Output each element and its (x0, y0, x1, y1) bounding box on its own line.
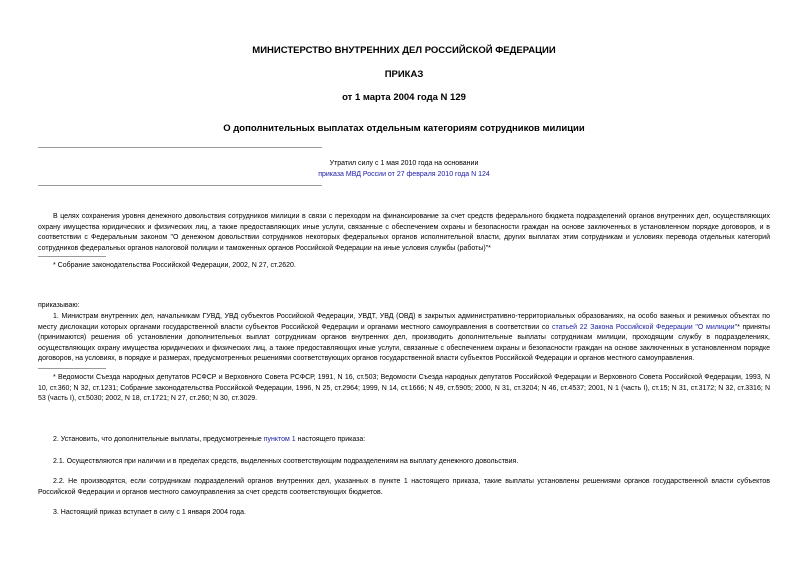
document-title: О дополнительных выплатах отдельным категориям сотрудников милиции (223, 123, 585, 134)
item-3-paragraph: 3. Настоящий приказ вступает в силу с 1 января 2004 года. (53, 509, 246, 516)
status-note: Утратил силу с 1 мая 2010 года на основании (329, 160, 479, 167)
preamble-paragraph: В целях сохранения уровня денежного довольствия сотрудников милиции в связи с переходом на финансирование за счет средств федерального бюджета подразделений органов внутренних дел, осуществляющих охрану имущества юридических и физических лиц, а также предоставляющих иные услуги, связанные с обеспечением охраны и безопасности граждан на основе заключенных в установленном порядке договоров, и в соответствии с Федеральным законом "О денежном довольствии сотрудников некоторых федеральных органов исполнительной власти, других выплатах этим сотрудникам и условиях перевода отдельных категорий сотрудников федеральных органов налоговой полиции и таможенных органов Российской Федерации на иные условия службы (работы)"* (38, 213, 770, 252)
item-2-text-after: настоящего приказа: (295, 436, 366, 443)
ministry-heading: МИНИСТЕРСТВО ВНУТРЕННИХ ДЕЛ РОССИЙСКОЙ ФЕДЕРАЦИИ (252, 45, 556, 56)
order-word: приказываю: (38, 302, 80, 309)
item-2-point-link[interactable]: пунктом 1 (263, 436, 296, 443)
status-rule-bottom (38, 185, 322, 186)
footnote-1: * Собрание законодательства Российской Федерации, 2002, N 27, ст.2620. (53, 262, 296, 269)
item-1-text-before: 1. Министрам внутренних дел, начальникам ГУВД, УВД субъектов Российской Федерации, УВДТ, УВД (ОВД) в закрытых административно-территориальных образованиях, на особо важных и режимных объектах по месту дислокации которых органами государственной власти субъектов Российской Федерации и органами местного самоуправления в соответствии со (38, 313, 770, 331)
footnote-rule-1 (38, 256, 106, 257)
item-2-paragraph (38, 435, 770, 446)
item-2-text-before: 2. Установить, что дополнительные выплаты, предусмотренные (53, 436, 264, 443)
item-1-paragraph (38, 312, 770, 365)
footnote-2: * Ведомости Съезда народных депутатов РСФСР и Верховного Совета РСФСР, 1991, N 16, ст.503; Ведомости Съезда народных депутатов Российской Федерации и Верховного Совета Российской Федерации, 1993, N 10, ст.360; N 32, ст.1231; Собрание законодательства Российской Федерации, 1996, N 25, ст.2964; 1999, N 14, ст.1666; N 49, ст.5905; 2000, N 31, ст.3204; N 46, ст.4537; 2001, N 1 (часть I), ст.15; N 31, ст.3172; N 32, ст.3316; N 53 (часть I), ст.5030; 2002, N 18, ст.1721; N 27, ст.260; N 30, ст.3029. (38, 374, 770, 402)
item-1-law-link[interactable]: статьей 22 Закона Российской Федерации "О милиции" (552, 323, 738, 331)
doc-type-heading: ПРИКАЗ (384, 69, 424, 80)
date-number-heading: от 1 марта 2004 года N 129 (342, 92, 466, 103)
item-1-text-after: * приняты (принимаются) решения об установлении дополнительных выплат сотрудникам органов внутренних дел, производить дополнительные выплаты сотрудникам милиции, проходящим службу в подразделениях, осуществляющих охрану имущества юридических и физических лиц, а также предоставляющих иные услуги, связанные с обеспечением охраны и безопасности граждан на основе заключенных в установленном порядке договоров, на условиях, в порядке и размерах, предусмотренных решениями соответствующих органов государственной власти субъектов Российской Федерации и органов местного самоуправления. (38, 323, 770, 362)
item-2-1-paragraph: 2.1. Осуществляются при наличии и в пределах средств, выделенных соответствующим подразделениям на выплату денежного довольствия. (53, 458, 519, 465)
status-link[interactable]: приказа МВД России от 27 февраля 2010 года N 124 (318, 171, 490, 178)
item-2-2-paragraph: 2.2. Не производятся, если сотрудникам подразделений органов внутренних дел, указанных в пункте 1 настоящего приказа, такие выплаты установлены решениями органов государственной власти субъектов Российской Федерации и органов местного самоуправления за счет средств соответствующих бюджетов. (38, 478, 770, 496)
status-rule-top (38, 147, 322, 148)
footnote-rule-2 (38, 368, 106, 369)
